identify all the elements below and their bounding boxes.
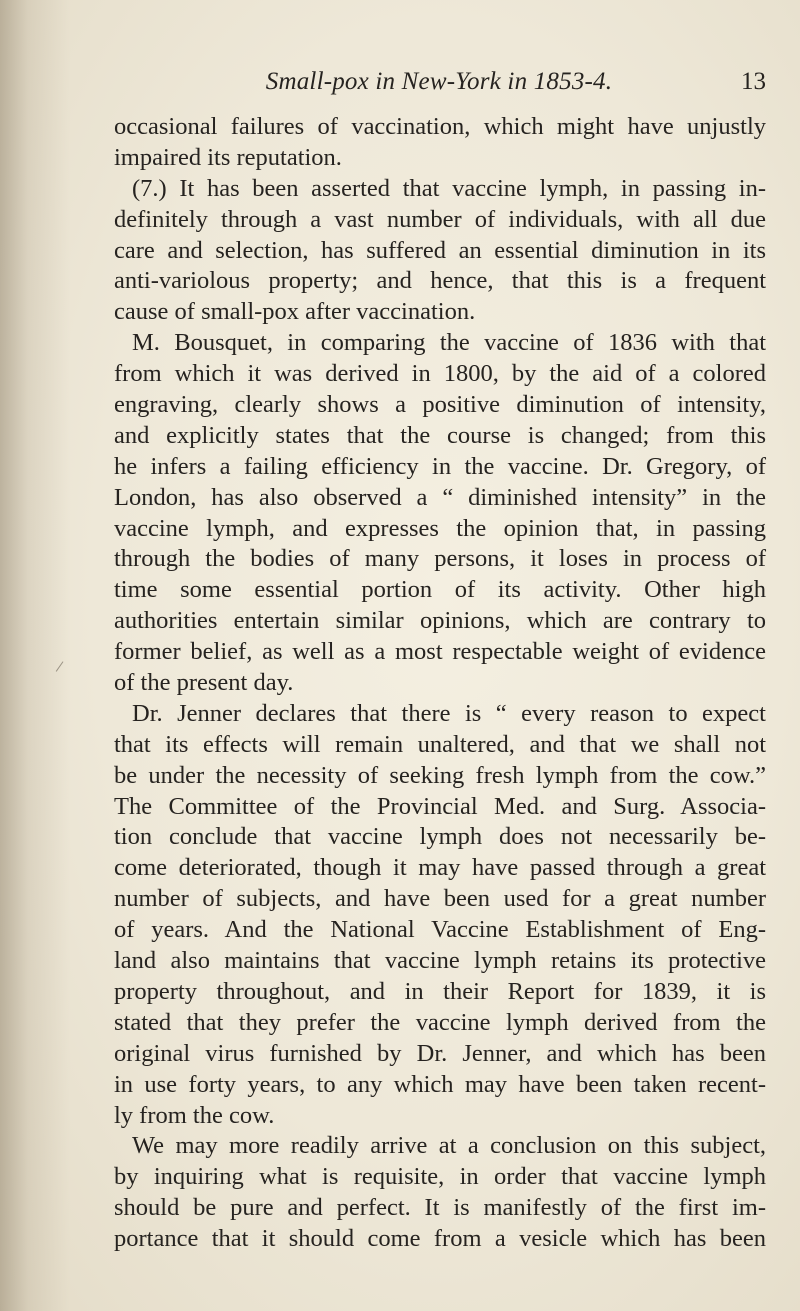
text-line: through the bodies of many persons, it loses in process of xyxy=(114,545,766,573)
text-line: stated that they prefer the vaccine lymph derived from the xyxy=(114,1008,766,1036)
text-line: he infers a failing efficiency in the vaccine. Dr. Gregory, of xyxy=(114,452,766,480)
text-line: original virus furnished by Dr. Jenner, and which has been xyxy=(114,1039,766,1067)
text-line: M. Bousquet, in comparing the vaccine of 1836 with that xyxy=(132,329,766,357)
text-line: of the present day. xyxy=(114,669,294,697)
running-header xyxy=(112,62,766,102)
text-line: tion conclude that vaccine lymph does not necessarily be- xyxy=(114,823,766,851)
text-line: number of subjects, and have been used for a great number xyxy=(114,885,766,913)
text-line: be under the necessity of seeking fresh lymph from the cow.” xyxy=(114,761,766,789)
running-title: Small-pox in New-York in 1853-4. xyxy=(265,68,613,95)
text-line: from which it was derived in 1800, by the aid of a colored xyxy=(114,360,766,388)
text-line: care and selection, has suffered an essential diminution in its xyxy=(114,236,766,264)
text-line: The Committee of the Provincial Med. and Surg. Associa- xyxy=(114,792,766,820)
text-line: by inquiring what is requisite, in order that vaccine lymph xyxy=(114,1163,766,1191)
text-line: cause of small-pox after vaccination. xyxy=(114,298,476,326)
text-line: We may more readily arrive at a conclusion on this subject, xyxy=(132,1132,766,1160)
text-line: come deteriorated, though it may have passed through a great xyxy=(114,854,766,882)
text-line: in use forty years, to any which may have been taken recent- xyxy=(114,1070,766,1098)
text-line: London, has also observed a “ diminished intensity” in the xyxy=(114,483,766,511)
text-line: authorities entertain similar opinions, which are contrary to xyxy=(114,607,766,635)
text-line: portance that it should come from a vesicle which has been xyxy=(114,1225,766,1253)
text-line: former belief, as well as a most respectable weight of evidence xyxy=(114,638,766,666)
text-line: (7.) It has been asserted that vaccine lymph, in passing in- xyxy=(132,174,766,202)
text-line: that its effects will remain unaltered, and that we shall not xyxy=(114,730,766,758)
text-line: definitely through a vast number of individuals, with all due xyxy=(114,205,766,233)
text-line: and explicitly states that the course is changed; from this xyxy=(114,421,766,449)
text-line: land also maintains that vaccine lymph retains its protective xyxy=(114,947,766,975)
text-line: vaccine lymph, and expresses the opinion that, in passing xyxy=(114,514,766,542)
text-line: occasional failures of vaccination, which might have unjustly xyxy=(114,113,766,140)
binding-gutter-shadow xyxy=(0,0,70,1311)
text-line: impaired its reputation. xyxy=(114,143,342,171)
text-line: property throughout, and in their Report for 1839, it is xyxy=(114,977,766,1005)
text-line: of years. And the National Vaccine Establishment of Eng- xyxy=(114,916,766,944)
text-line: engraving, clearly shows a positive diminution of intensity, xyxy=(114,391,766,419)
page-number: 13 xyxy=(741,68,766,95)
body-text xyxy=(114,112,766,1255)
text-line: should be pure and perfect. It is manifestly of the first im- xyxy=(114,1194,766,1222)
text-line: ly from the cow. xyxy=(114,1101,275,1129)
text-line: time some essential portion of its activity. Other high xyxy=(114,576,766,604)
text-line: anti-variolous property; and hence, that this is a frequent xyxy=(114,267,766,295)
text-line: Dr. Jenner declares that there is “ every reason to expect xyxy=(132,699,766,727)
